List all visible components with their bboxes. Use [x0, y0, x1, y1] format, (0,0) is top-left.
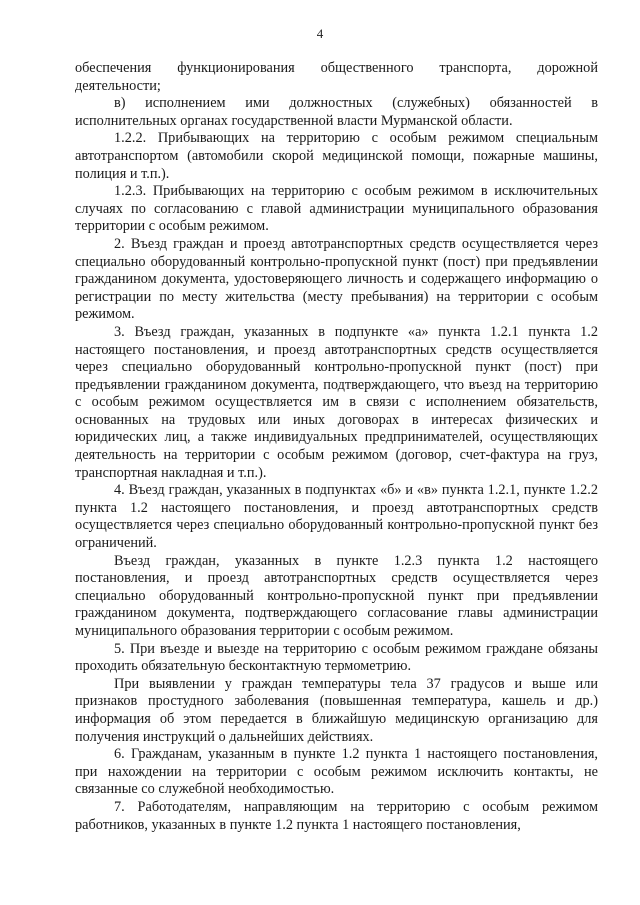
- paragraph-7: 7. Работодателям, направляющим на территорию с особым режимом работников, указанных в пункте 1.2 пункта 1 настоящего постановления,: [75, 798, 598, 833]
- paragraph-6: 6. Гражданам, указанным в пункте 1.2 пункта 1 настоящего постановления, при нахождении на территории с особым режимом исключить контакты, не связанные со служебной необходимостью.: [75, 746, 598, 798]
- paragraph-1-2-3: 1.2.3. Прибывающих на территорию с особым режимом в исключительных случаях по согласованию с главой администрации муниципального образования территории с особым режимом.: [75, 183, 598, 235]
- paragraph-subitem-v: в) исполнением ими должностных (служебных) обязанностей в исполнительных органах государственной власти Мурманской области.: [75, 95, 598, 129]
- document-body: [75, 60, 598, 834]
- paragraph-5: 5. При въезде и выезде на территорию с особым режимом граждане обязаны проходить обязательную бесконтактную термометрию.: [75, 640, 598, 675]
- paragraph-5-temperature: При выявлении у граждан температуры тела 37 градусов и выше или признаков простудного заболевания (повышенная температура, кашель и др.) информация об этом передается в ближайшую медицинскую организацию для получения инструкций о дальнейших действиях.: [75, 675, 598, 745]
- paragraph-transport-continuation: обеспечения функционирования общественного транспорта, дорожной деятельности;: [75, 60, 598, 94]
- paragraph-4: 4. Въезд граждан, указанных в подпунктах «б» и «в» пункта 1.2.1, пункте 1.2.2 пункта 1.2 настоящего постановления, и проезд автотранспортных средств осуществляется через специально оборудованный контрольно-пропускной пункт без ограничений.: [75, 482, 598, 552]
- paragraph-2: 2. Въезд граждан и проезд автотранспортных средств осуществляется через специально оборудованный контрольно-пропускной пункт (пост) при предъявлении гражданином документа, удостоверяющего личность и содержащего информацию о регистрации по месту жительства (месту пребывания) на территории с особым режимом.: [75, 235, 598, 323]
- paragraph-1-2-2: 1.2.2. Прибывающих на территорию с особым режимом специальным автотранспортом (автомобили скорой медицинской помощи, пожарные машины, полиция и т.п.).: [75, 130, 598, 182]
- paragraph-3: 3. Въезд граждан, указанных в подпункте «а» пункта 1.2.1 пункта 1.2 настоящего постановления, и проезд автотранспортных средств осуществляется через специально оборудованный контрольно-пропускной пункт (пост) при предъявлении гражданином документа, подтверждающего, что въезд на территорию с особым режимом осуществляется им в связи с исполнением обязательств, основанных на трудовых или иных договорах в интересах физических и юридических лиц, а также индивидуальных предпринимателей, осуществляющих деятельность на территории с особым режимом (договор, счет-фактура на груз, транспортная накладная и т.п.).: [75, 323, 598, 481]
- page-number: 4: [316, 26, 324, 41]
- paragraph-4-continued: Въезд граждан, указанных в пункте 1.2.3 пункта 1.2 настоящего постановления, и проезд автотранспортных средств осуществляется через специально оборудованный контрольно-пропускной пункт при предъявлении гражданином документа, подтверждающего согласование главы администрации муниципального образования территории с особым режимом.: [75, 552, 598, 639]
